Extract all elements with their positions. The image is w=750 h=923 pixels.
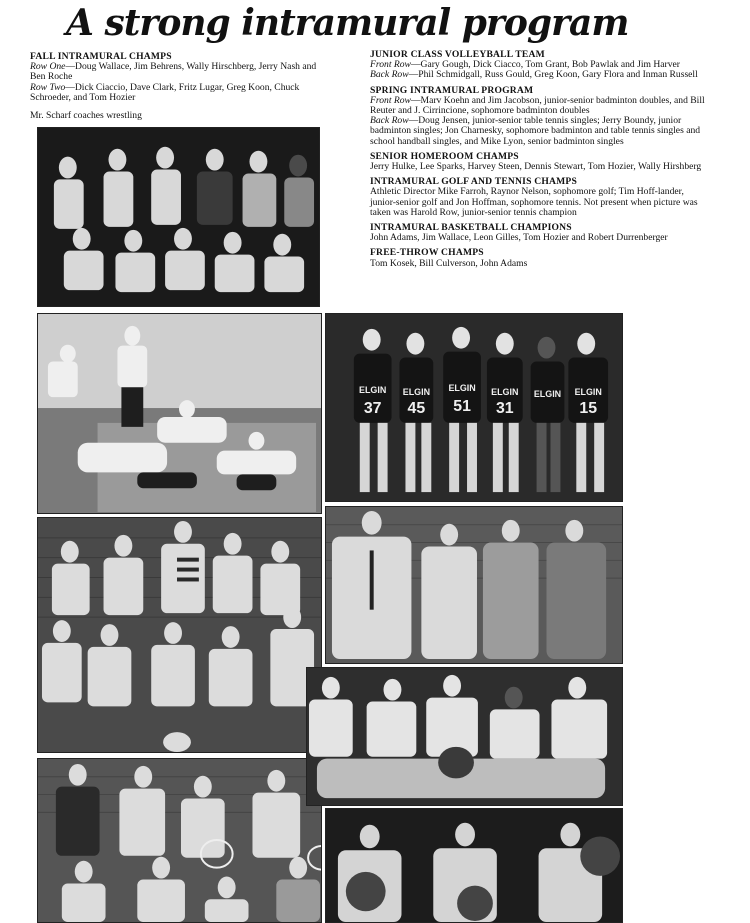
jersey-team-6: ELGIN bbox=[574, 387, 602, 398]
spring-heading: SPRING INTRAMURAL PROGRAM bbox=[370, 84, 534, 96]
homeroom-heading: SENIOR HOMEROOM CHAMPS bbox=[370, 150, 519, 162]
freethrow-heading: FREE-THROW CHAMPS bbox=[370, 247, 484, 259]
wrestling-photo bbox=[37, 313, 322, 514]
golf-tennis-text: Athletic Director Mike Farroh, Raynor Nelson, sophomore golf; Tim Hoff-lander, junior-senior golf and Jon Hoffman, sophomore tennis. Not present when picture was taken was Harold Row, junior-senior tennis champion bbox=[370, 186, 698, 218]
volleyball-photo bbox=[37, 517, 322, 753]
golf-tennis-photo-art bbox=[326, 507, 622, 663]
row-one-label: Row One bbox=[30, 61, 66, 73]
volleyball-caption bbox=[370, 50, 710, 81]
row-two-label: Row Two bbox=[30, 81, 66, 93]
fall-champs-heading: FALL INTRAMURAL CHAMPS bbox=[30, 51, 172, 62]
volleyball-front-label: Front Row bbox=[370, 59, 411, 71]
basketball-photo-art bbox=[326, 314, 622, 501]
basketball-photo bbox=[325, 313, 623, 502]
spring-front-label: Front Row bbox=[370, 94, 411, 106]
spring-program-photo-art bbox=[38, 759, 321, 922]
freethrow-names: Tom Kosek, Bill Culverson, John Adams bbox=[370, 257, 528, 269]
golf-tennis-caption bbox=[370, 177, 710, 218]
jersey-team-5: ELGIN bbox=[533, 389, 562, 400]
jersey-number-1: 37 bbox=[363, 399, 382, 417]
spring-program-caption bbox=[370, 86, 710, 147]
spring-back-names: —Doug Jensen, junior-senior table tennis singles; Jerry Boundy, junior badminton singles; Jon Charnesky, sophomore badminton and table tennis singles and school handball singles, and Mike Lyon, senior badminton singles bbox=[370, 115, 701, 147]
freethrow-caption bbox=[370, 248, 710, 268]
basketball-caption bbox=[370, 223, 710, 243]
spring-back-label: Back Row bbox=[370, 115, 409, 127]
volleyball-back-names: —Phil Schmidgall, Russ Gould, Greg Koon, Gary Flora and Inman Russell bbox=[408, 69, 698, 81]
left-text-column bbox=[30, 52, 330, 121]
row-one-names: —Doug Wallace, Jim Behrens, Wally Hirschberg, Jerry Nash and Ben Roche bbox=[30, 61, 317, 83]
jersey-number-2: 45 bbox=[407, 399, 426, 417]
right-text-column bbox=[370, 50, 710, 274]
fall-champs-photo bbox=[37, 127, 320, 307]
freethrow-photo bbox=[325, 808, 623, 923]
jersey-team-3: ELGIN bbox=[448, 383, 476, 394]
homeroom-caption bbox=[370, 152, 710, 172]
fall-champs-photo-art bbox=[38, 128, 319, 306]
spring-front-names: —Marv Koehn and Jim Jacobson, junior-senior badminton doubles, and Bill Reuter and J. Cirrincione, sophomore badminton doubles bbox=[370, 94, 705, 117]
homeroom-photo-art bbox=[307, 668, 622, 805]
jersey-number-4: 31 bbox=[495, 399, 514, 417]
wrestling-caption: Mr. Scharf coaches wrestling bbox=[30, 110, 142, 122]
basketball-heading: INTRAMURAL BASKETBALL CHAMPIONS bbox=[370, 222, 572, 234]
homeroom-names: Jerry Hulke, Lee Sparks, Harvey Steen, Dennis Stewart, Tom Hozier, Wally Hirshberg bbox=[370, 161, 702, 173]
fall-champs-caption bbox=[30, 52, 330, 103]
volleyball-photo-art bbox=[38, 518, 321, 752]
volleyball-heading: JUNIOR CLASS VOLLEYBALL TEAM bbox=[370, 49, 545, 60]
freethrow-photo-art bbox=[326, 809, 622, 922]
jersey-team-4: ELGIN bbox=[491, 387, 519, 398]
jersey-number-3: 51 bbox=[453, 397, 471, 415]
spring-program-photo bbox=[37, 758, 322, 923]
jersey-team-1: ELGIN bbox=[359, 385, 387, 396]
volleyball-back-label: Back Row bbox=[370, 69, 409, 81]
homeroom-photo bbox=[306, 667, 623, 806]
page-title: A strong intramural program bbox=[66, 2, 629, 44]
wrestling-photo-art bbox=[38, 314, 321, 513]
golf-tennis-photo bbox=[325, 506, 623, 664]
basketball-names: John Adams, Jim Wallace, Leon Gilles, Tom Hozier and Robert Durrenberger bbox=[370, 232, 668, 244]
row-two-names: —Dick Ciaccio, Dave Clark, Fritz Lugar, Greg Koon, Chuck Schroeder, and Tom Hozier bbox=[30, 81, 300, 103]
volleyball-front-names: —Gary Gough, Dick Ciacco, Tom Grant, Bob Pawlak and Jim Harver bbox=[410, 59, 681, 71]
jersey-team-2: ELGIN bbox=[402, 387, 431, 398]
golf-tennis-heading: INTRAMURAL GOLF AND TENNIS CHAMPS bbox=[370, 176, 578, 188]
jersey-number-6: 15 bbox=[579, 399, 598, 417]
